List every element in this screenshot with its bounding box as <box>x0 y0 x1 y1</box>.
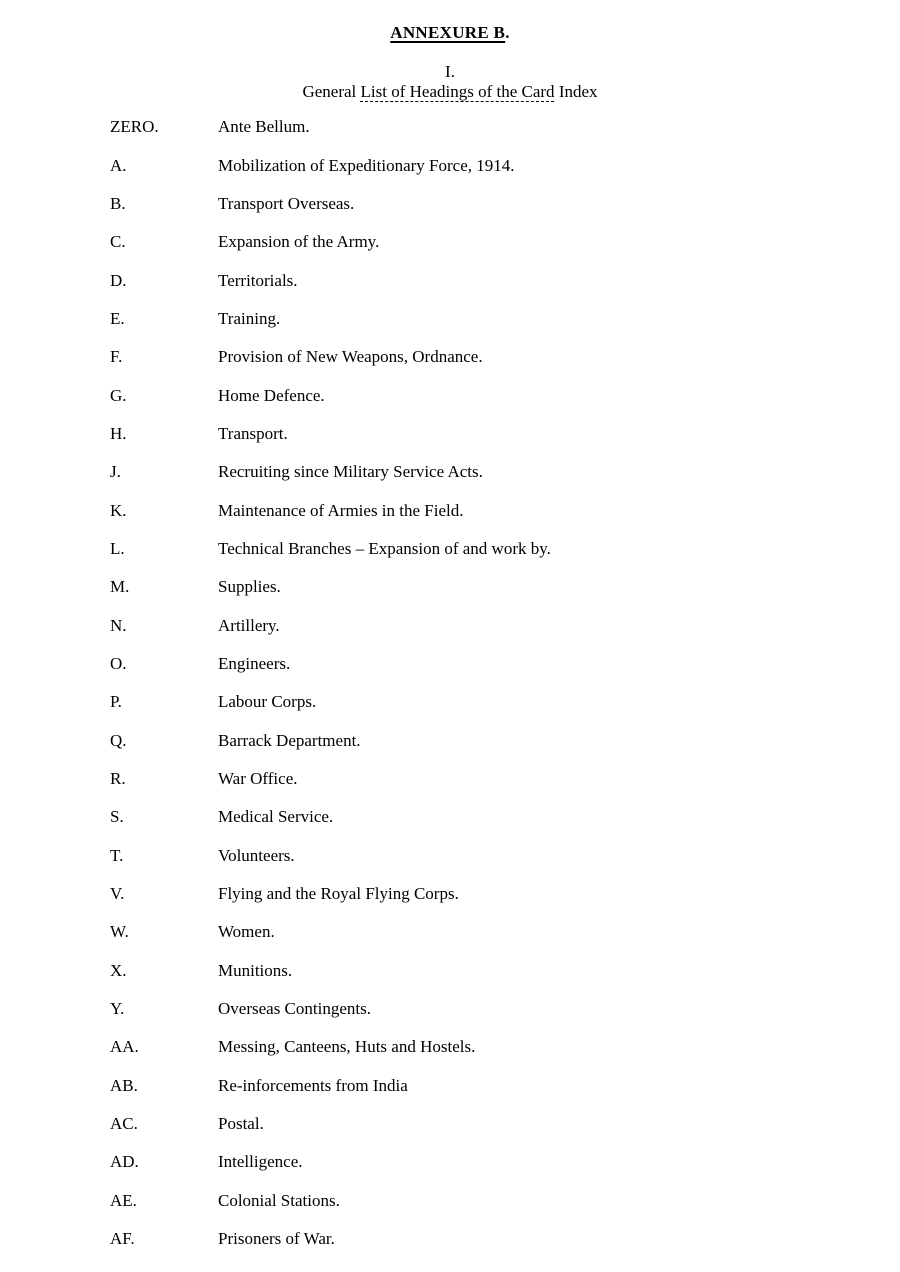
item-code: H. <box>110 423 127 443</box>
annexure-title-text: ANNEXURE B <box>390 23 506 42</box>
item-code: W. <box>110 922 129 942</box>
list-item <box>0 990 900 1028</box>
item-heading: Provision of New Weapons, Ordnance. <box>218 347 483 367</box>
list-item <box>0 952 900 990</box>
item-heading: Engineers. <box>218 653 291 673</box>
list-item <box>0 146 900 184</box>
list-item <box>0 875 900 913</box>
item-heading: Mobilization of Expeditionary Force, 1914. <box>218 155 515 175</box>
item-code: AC. <box>110 1114 138 1134</box>
item-code: G. <box>110 385 127 405</box>
list-item <box>0 185 900 223</box>
item-heading: Ante Bellum. <box>218 117 310 137</box>
subtitle-suffix: Index <box>554 82 598 101</box>
item-code: T. <box>110 845 124 865</box>
section-numeral: I. <box>445 62 455 81</box>
item-heading: Flying and the Royal Flying Corps. <box>218 884 459 904</box>
item-heading: Recruiting since Military Service Acts. <box>218 462 483 482</box>
annexure-title-period: . <box>505 23 510 42</box>
item-code: J. <box>110 462 121 482</box>
item-code: Y. <box>110 999 125 1019</box>
item-heading: Training. <box>218 308 281 328</box>
item-code: C. <box>110 232 126 252</box>
list-item <box>0 683 900 721</box>
item-code: AE. <box>110 1190 137 1210</box>
item-code: X. <box>110 960 127 980</box>
item-code: ZERO. <box>110 117 159 137</box>
item-heading: Transport Overseas. <box>218 193 355 213</box>
item-code: A. <box>110 155 127 175</box>
item-heading: Expansion of the Army. <box>218 232 380 252</box>
item-heading: Maintenance of Armies in the Field. <box>218 500 464 520</box>
item-heading: Colonial Stations. <box>218 1190 340 1210</box>
list-item <box>0 223 900 261</box>
list-item <box>0 1028 900 1066</box>
annexure-title <box>0 23 900 43</box>
item-code: AF. <box>110 1229 135 1249</box>
item-code: D. <box>110 270 127 290</box>
item-code: AA. <box>110 1037 139 1057</box>
item-code: N. <box>110 615 127 635</box>
list-item <box>0 1220 900 1258</box>
item-heading: Supplies. <box>218 577 281 597</box>
item-code: AD. <box>110 1152 139 1172</box>
list-item <box>0 645 900 683</box>
list-item <box>0 722 900 760</box>
list-item <box>0 1105 900 1143</box>
item-code: R. <box>110 769 126 789</box>
item-code: K. <box>110 500 127 520</box>
item-heading: Technical Branches – Expansion of and work by. <box>218 538 551 558</box>
list-item <box>0 798 900 836</box>
item-heading: Women. <box>218 922 275 942</box>
list-item <box>0 108 900 146</box>
item-code: S. <box>110 807 124 827</box>
item-heading: Intelligence. <box>218 1152 303 1172</box>
list-item <box>0 1067 900 1105</box>
item-heading: Home Defence. <box>218 385 325 405</box>
list-item <box>0 261 900 299</box>
item-code: V. <box>110 884 125 904</box>
item-code: Q. <box>110 730 127 750</box>
item-heading: Messing, Canteens, Huts and Hostels. <box>218 1037 476 1057</box>
item-heading: Re-inforcements from India <box>218 1075 408 1095</box>
item-heading: Labour Corps. <box>218 692 317 712</box>
list-item <box>0 568 900 606</box>
list-item <box>0 415 900 453</box>
list-item <box>0 837 900 875</box>
list-item <box>0 453 900 491</box>
item-code: F. <box>110 347 123 367</box>
item-heading: Munitions. <box>218 960 293 980</box>
item-code: E. <box>110 308 125 328</box>
item-heading: Medical Service. <box>218 807 334 827</box>
item-heading: Transport. <box>218 423 288 443</box>
item-heading: Barrack Department. <box>218 730 361 750</box>
item-heading: Territorials. <box>218 270 298 290</box>
list-item <box>0 530 900 568</box>
item-heading: Volunteers. <box>218 845 295 865</box>
item-code: M. <box>110 577 130 597</box>
item-heading: Artillery. <box>218 615 280 635</box>
list-item <box>0 300 900 338</box>
item-code: O. <box>110 653 127 673</box>
subtitle <box>0 82 900 102</box>
list-item <box>0 760 900 798</box>
list-item <box>0 338 900 376</box>
subtitle-prefix: General <box>302 82 361 101</box>
item-code: B. <box>110 193 126 213</box>
list-item <box>0 606 900 644</box>
item-heading: Prisoners of War. <box>218 1229 335 1249</box>
item-heading: Postal. <box>218 1114 264 1134</box>
item-code: AB. <box>110 1075 138 1095</box>
list-item <box>0 376 900 414</box>
list-item <box>0 913 900 951</box>
item-heading: Overseas Contingents. <box>218 999 371 1019</box>
list-item <box>0 1182 900 1220</box>
subtitle-underlined-text: List of Headings of the Card <box>360 82 555 101</box>
list-item <box>0 491 900 529</box>
item-code: P. <box>110 692 122 712</box>
card-index-list <box>0 108 900 1258</box>
list-item <box>0 1143 900 1181</box>
item-code: L. <box>110 538 125 558</box>
item-heading: War Office. <box>218 769 298 789</box>
